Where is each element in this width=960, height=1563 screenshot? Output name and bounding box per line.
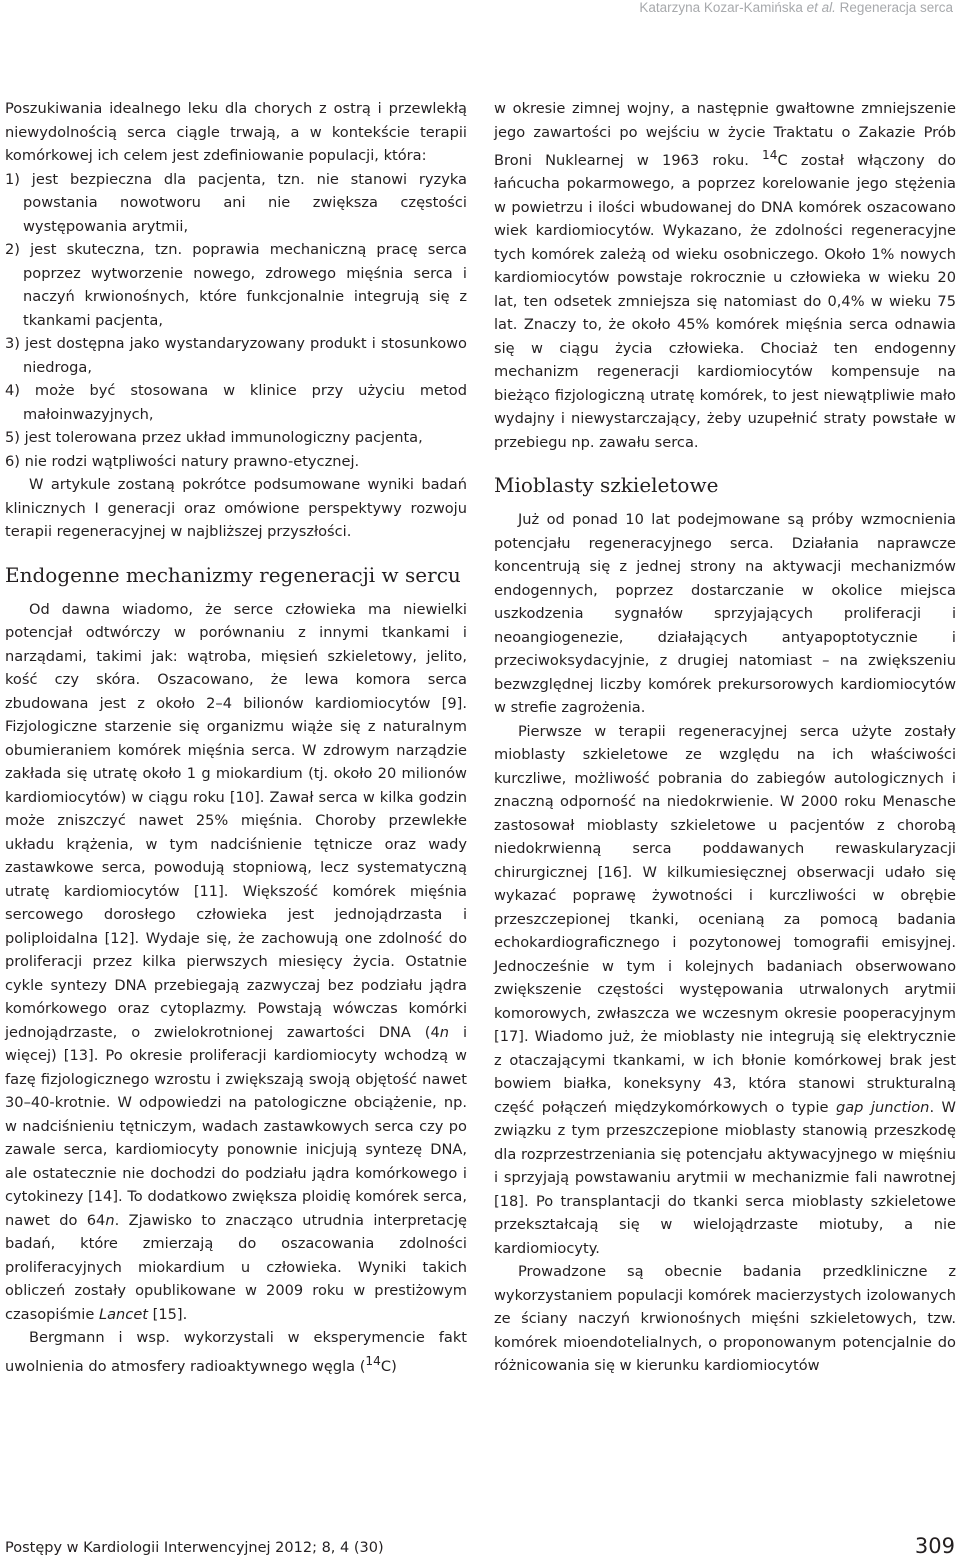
header-authors: Katarzyna Kozar-Kamińska bbox=[639, 0, 807, 15]
intro-paragraph: Poszukiwania idealnego leku dla chorych z ostrą i przewlekłą niewydolnością serca ciągle trwają, a w kontekście terapii komórkowej ich celem jest zdefiniowanie populacji, która: bbox=[5, 100, 467, 164]
text-run: C został włączony do łańcucha pokarmowego, a poprzez korelowanie jego stężenia w powietrzu i ilości wbudowanej do DNA komórek oszacowano wiek kardiomiocytów. Wykazano, że zdolności regeneracyjne tych komórek zależą od wieku osobniczego. Około 1% nowych kardiomiocytów powstaje rokrocznie u człowieka w wieku 20 lat, ten odsetek zmniejsza się natomiast do 0,4% w wieku 75 lat. Znaczy to, że około 45% komórek mięśnia serca odnawia się w ciągu życia człowieka. Chociaż ten endogenny mechanizm regeneracji kardiomiocytów kompensuje na bieżąco fizjologiczną utratę komórek, to jest niewątpliwie mało wydajny i niewystarczający, żeby uzupełnić straty powstałe w przebiegu np. zawału serca. bbox=[494, 151, 956, 451]
header-et-al: et al. bbox=[806, 0, 836, 15]
superscript: 14 bbox=[762, 148, 778, 162]
footer-journal: Postępy w Kardiologii Interwencyjnej 2012; 8, 4 (30) bbox=[5, 1540, 384, 1556]
text-run-italic: n bbox=[439, 1023, 449, 1041]
text-run: Pierwsze w terapii regeneracyjnej serca użyte zostały mioblasty szkieletowe ze względu na ich właściwości kurczliwe, możliwość pobrania do zabiegów autologicznych i znaczną odporność na niedokrwienie. W 2000 roku Menasche zastosował mioblasty szkieletowe u pacjentów z chorobą niedokrwienną serca poddawanych rewaskularyzacji chirurgicznej [16]. W kilkumiesięcznej obserwacji udało się wykazać poprawę żywotności i kurczliwości w obrębie przeszczepionej tkanki, ocenianą za pomocą badania echokardiograficznego i pozytonowej tomografii emisyjnej. Jednocześnie w tym i kolejnych badaniach obserwowano zwiększenie częstości występowania utrwalonych arytmii komorowych, zwłaszcza we wczesnym okresie pooperacyjnym [17]. Wiadomo już, że mioblasty nie integrują się elektrycznie z otaczającymi tkankami, w ich błonie komórkowej brak jest bowiem białka, koneksyny 43, która stanowi strukturalną część połączeń międzykomórkowych o typie bbox=[494, 722, 956, 1116]
right-column bbox=[494, 97, 956, 1378]
section-heading-endogenous: Endogenne mechanizmy regeneracji w sercu bbox=[5, 562, 461, 587]
myoblasts-paragraph-2 bbox=[494, 720, 956, 1261]
page-number: 309 bbox=[914, 1534, 955, 1558]
text-run: Bergmann i wsp. wykorzystali w eksperymencie fakt uwolnienia do atmosfery radioaktywnego węgla ( bbox=[5, 1329, 467, 1375]
bergmann-paragraph bbox=[5, 1326, 467, 1378]
text-run: [15]. bbox=[148, 1305, 188, 1323]
text-run-italic: gap junction bbox=[835, 1098, 930, 1116]
carbon-paragraph bbox=[494, 97, 956, 454]
criteria-item: 2) jest skuteczna, tzn. poprawia mechaniczną pracę serca poprzez wytworzenie nowego, zdrowego mięśnia serca i naczyń krwionośnych, które funkcjonalnie integrują się z tkankami pacjenta, bbox=[5, 241, 467, 329]
endogenous-paragraph bbox=[5, 598, 467, 1327]
text-run: . Zjawisko to znacząco utrudnia interpretację badań, które zmierzają do oszacowania zdolności proliferacyjnych miokardium u człowieka. Wyniki takich obliczeń zostały opublikowane w 2009 roku w prestiżowym czasopiśmie bbox=[5, 1211, 467, 1323]
summary-paragraph: W artykule zostaną pokrótce podsumowane wyniki badań klinicznych I generacji oraz omówione perspektywy rozwoju terapii regeneracyjnej w najbliższej przyszłości. bbox=[5, 476, 467, 540]
criteria-item: 5) jest tolerowana przez układ immunologiczny pacjenta, bbox=[5, 429, 423, 446]
criteria-item: 6) nie rodzi wątpliwości natury prawno-etycznej. bbox=[5, 452, 360, 470]
myoblasts-paragraph-1: Już od ponad 10 lat podejmowane są próby wzmocnienia potencjału regeneracyjnego serca. Działania naprawcze koncentrują się z jednej strony na aktywacji mechanizmów endogennych, poprzez dostarczanie w okolice miejsca uszkodzenia sygnałów sprzyjających proliferacji i neoangiogenezie, działających antyapoptotycznie i przeciwoksydacyjnie, z drugiej natomiast – na zwiększeniu bezwzględnej liczby komórek prekursorowych kardiomiocytów w strefie zagrożenia. bbox=[494, 511, 956, 717]
text-run: C) bbox=[380, 1357, 397, 1375]
text-run: . W związku z tym przeszczepione mioblasty stanowią przeszkodę dla rozprzestrzeniania się potencjału aktywacyjnego w mięśniu i sprzyjają powstawaniu arytmii w mechanizmie fali nawrotnej [18]. Po transplantacji do tkanki serca mioblasty szkieletowe przekształcają się w wielojądrzaste miotuby, a nie kardiomiocyty. bbox=[494, 1098, 956, 1257]
journal-name-italic: Lancet bbox=[98, 1305, 149, 1323]
myoblasts-paragraph-3: Prowadzone są obecnie badania przedkliniczne z wykorzystaniem populacji komórek macierzystych izolowanych ze ściany naczyń krwionośnych mięśni szkieletowych, tzw. komórek mioendotelialnych, o proponowanym potencjalnie do różnicowania się w kierunku kardiomiocytów bbox=[494, 1263, 956, 1375]
criteria-item: 1) jest bezpieczna dla pacjenta, tzn. nie stanowi ryzyka powstania nowotworu ani nie zwiększa częstości występowania arytmii, bbox=[5, 170, 467, 235]
text-run: i więcej) [13]. Po okresie proliferacji kardiomiocyty wchodzą w fazę fizjologicznego wzrostu i zwiększają swoją objętość nawet 30–40-krotnie. W odpowiedzi na patologiczne obciążenie, np. w nadciśnieniu tętniczym, wadach zastawkowych serca czy po zawale serca, kardiomiocyty ponownie inicjują syntezę DNA, ale ostatecznie nie dochodzi do podziału jądra komórkowego i cytokinezy [14]. To dodatkowo zwiększa ploidię komórek serca, nawet do 64 bbox=[5, 1023, 467, 1229]
text-run-italic: n bbox=[105, 1211, 115, 1229]
criteria-item: 4) może być stosowana w klinice przy użyciu metod małoinwazyjnych, bbox=[5, 382, 467, 423]
text-run: Od dawna wiadomo, że serce człowieka ma niewielki potencjał odtwórczy w porównaniu z innymi tkankami i narządami, takimi jak: wątroba, mięsień szkieletowy, jelito, kość czy skóra. Oszacowano, że lewa komora serca zbudowana jest z około 2–4 bilionów kardiomiocytów [9]. Fizjologiczne starzenie się organizmu wiąże się z naturalnym obumieraniem komórek mięśnia serca. W zdrowym narządzie zakłada się utratę około 1 g miokardium (tj. około 20 milionów kardiomiocytów) w ciągu roku [10]. Zawał serca w kilka godzin może zniszczyć nawet 25% mięśnia. Choroby przewlekłe układu krążenia, w tym nadciśnienie tętnicze oraz wady zastawkowe serca, powodują stopniową, lecz systematyczną utratę kardiomiocytów [11]. Większość komórek mięśnia sercowego dorosłego człowieka jest jednojądrzasta i poliploidalna [12]. Wydaje się, że zachowują one zdolność do proliferacji przez kilka pierwszych miesięcy życia. Ostatnie cykle syntezy DNA przebiegają zazwyczaj bez podziału jądra komórkowego oraz cytoplazmy. Powstają wówczas komórki jednojądrzaste, o zwielokrotnionej zawartości DNA (4 bbox=[5, 600, 467, 1041]
section-heading-myoblasts: Mioblasty szkieletowe bbox=[494, 473, 719, 498]
text-run: w okresie zimnej wojny, a następnie gwałtowne zmniejszenie jego zawartości po wejściu w życie Traktatu o Zakazie Prób Broni Nuklearnej w 1963 roku. bbox=[494, 100, 956, 169]
left-column bbox=[5, 97, 467, 1378]
superscript: 14 bbox=[365, 1353, 381, 1368]
running-header bbox=[253, 0, 953, 18]
header-title: Regeneracja serca bbox=[835, 0, 953, 15]
criteria-item: 3) jest dostępna jako wystandaryzowany produkt i stosunkowo niedroga, bbox=[5, 335, 467, 376]
